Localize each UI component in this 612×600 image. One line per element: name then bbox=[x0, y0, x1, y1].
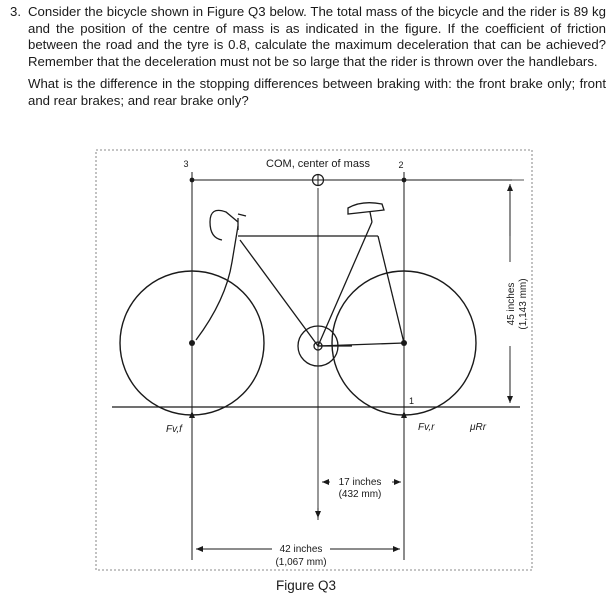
front-hub bbox=[189, 340, 195, 346]
com-dist-mm-label: (432 mm) bbox=[338, 489, 382, 500]
question-number: 3. bbox=[10, 4, 21, 19]
height-inches-label: 45 inches bbox=[506, 282, 517, 326]
wheelbase-mm-label: (1,067 mm) bbox=[275, 557, 327, 568]
figure-caption: Figure Q3 bbox=[275, 578, 337, 593]
point-2-dot bbox=[402, 178, 407, 183]
force-rear-label: Fv,r bbox=[418, 422, 435, 433]
saddle bbox=[348, 203, 384, 214]
seat-stay bbox=[378, 236, 404, 343]
question-text: Consider the bicycle shown in Figure Q3 below. The total mass of the bicycle and the rider is 89 kg and the position of the centre of mass is as indicated in the figure. If the coefficient of friction between the road and the tyre is 0.8, calculate the maximum deceleration that can be achieved? Remember that the deceleration must not be so large that the rider is thrown over the handlebars. bbox=[28, 4, 606, 69]
wheelbase-inches-label: 42 inches bbox=[279, 544, 323, 555]
handlebar bbox=[210, 210, 238, 240]
friction-label: μRr bbox=[470, 422, 487, 433]
com-marker bbox=[313, 175, 324, 186]
sub-question-text: What is the difference in the stopping differences between braking with: the front brake only; front and rear brakes; and rear brake only? bbox=[28, 76, 606, 108]
com-dist-inches-label: 17 inches bbox=[338, 477, 382, 488]
seat-post bbox=[370, 212, 372, 222]
point-1-label: 1 bbox=[409, 396, 415, 406]
height-mm-label: (1,143 mm) bbox=[518, 278, 529, 330]
point-2-label: 2 bbox=[398, 160, 404, 170]
point-3-label: 3 bbox=[183, 159, 189, 169]
bicycle-frame bbox=[196, 203, 404, 366]
com-label: COM, center of mass bbox=[266, 158, 370, 170]
figure-border bbox=[96, 150, 532, 570]
point-3-dot bbox=[190, 178, 195, 183]
force-front-label: Fv,f bbox=[166, 424, 182, 435]
brake-lever bbox=[238, 214, 246, 216]
